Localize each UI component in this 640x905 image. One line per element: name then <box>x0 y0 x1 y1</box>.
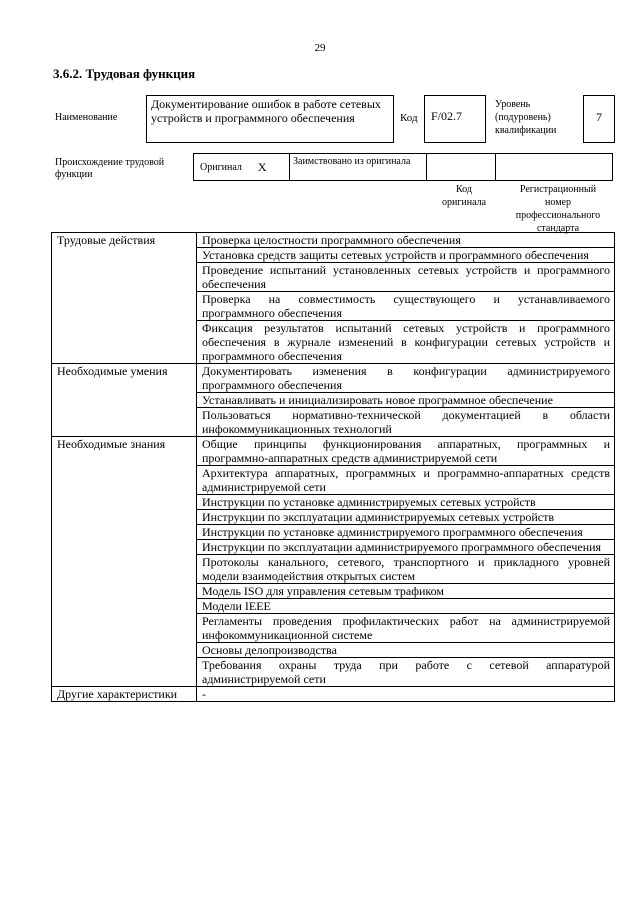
item-cell: Проверка на совместимость существующего и устанавливаемого программного обеспечения <box>197 292 615 321</box>
item-cell: Пользоваться нормативно-технической документацией в области инфокоммуникационных технологий <box>197 408 615 437</box>
item-cell: - <box>197 687 615 702</box>
table-row <box>52 687 615 702</box>
item-cell: Требования охраны труда при работе с сетевой аппаратурой администрируемой сети <box>197 658 615 687</box>
code-original-cell <box>426 153 496 181</box>
original-label: Оригинал <box>200 161 242 173</box>
item-cell: Регламенты проведения профилактических работ на администрируемой инфокоммуникационной системе <box>197 614 615 643</box>
page-number: 29 <box>314 42 326 54</box>
code-original-label: Код оригинала <box>441 184 487 208</box>
category-cell: Другие характеристики <box>52 687 197 702</box>
function-name-box: Документирование ошибок в работе сетевых устройств и программного обеспечения <box>146 95 394 143</box>
item-cell: Инструкции по эксплуатации администрируемого программного обеспечения <box>197 540 615 555</box>
item-cell: Проведение испытаний установленных сетевых устройств и программного обеспечения <box>197 263 615 292</box>
borrowed-label: Заимствовано из оригинала <box>289 153 427 181</box>
name-label: Наименование <box>55 112 118 123</box>
category-cell: Трудовые действия <box>52 233 197 364</box>
function-table <box>51 232 615 702</box>
item-cell: Протоколы канального, сетевого, транспортного и прикладного уровней модели взаимодействия открытых систем <box>197 555 615 584</box>
category-cell: Необходимые умения <box>52 364 197 437</box>
item-cell: Устанавливать и инициализировать новое программное обеспечение <box>197 393 615 408</box>
level-value: 7 <box>583 95 615 143</box>
item-cell: Общие принципы функционирования аппаратных, программных и программно-аппаратных средств администрируемой сети <box>197 437 615 466</box>
item-cell: Основы делопроизводства <box>197 643 615 658</box>
item-cell: Инструкции по эксплуатации администрируемых сетевых устройств <box>197 510 615 525</box>
original-mark: X <box>257 159 267 174</box>
item-cell: Фиксация результатов испытаний сетевых устройств и программного обеспечения в журнале изменений в конфигурации сетевых устройств и программного обеспечения <box>197 321 615 364</box>
item-cell: Инструкции по установке администрируемых сетевых устройств <box>197 495 615 510</box>
reg-number-cell <box>495 153 613 181</box>
item-cell: Инструкции по установке администрируемого программного обеспечения <box>197 525 615 540</box>
item-cell: Проверка целостности программного обеспечения <box>197 233 615 248</box>
table-row <box>52 437 615 466</box>
level-label: Уровень (подуровень) квалификации <box>495 99 557 136</box>
table-row <box>52 233 615 248</box>
category-cell: Необходимые знания <box>52 437 197 687</box>
item-cell: Модель ISO для управления сетевым трафиком <box>197 584 615 599</box>
origin-row <box>193 153 614 181</box>
item-cell: Модели IEEE <box>197 599 615 614</box>
item-cell: Архитектура аппаратных, программных и программно-аппаратных средств администрируемой сети <box>197 466 615 495</box>
code-label: Код <box>400 112 418 124</box>
origin-label: Происхождение трудовой функции <box>55 157 165 180</box>
section-title: 3.6.2. Трудовая функция <box>53 66 196 81</box>
table-row <box>52 364 615 393</box>
code-value: F/02.7 <box>424 95 486 143</box>
item-cell: Документировать изменения в конфигурации администрируемого программного обеспечения <box>197 364 615 393</box>
item-cell: Установка средств защиты сетевых устройств и программного обеспечения <box>197 248 615 263</box>
original-cell <box>193 153 290 181</box>
reg-number-label: Регистрационный номер профессионального стандарта <box>515 184 601 234</box>
